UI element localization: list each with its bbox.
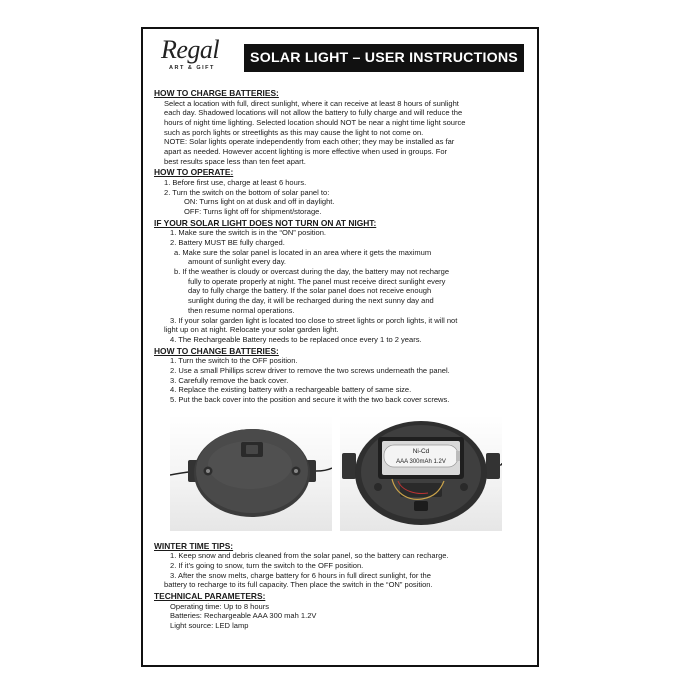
charge-line: such as porch lights or streetlights as this may cause the light to not come on. bbox=[164, 127, 424, 137]
charge-line: each day. Shadowed locations will not allow the battery to fully charge and will reduce the bbox=[164, 108, 463, 118]
logo-wordmark: Regal bbox=[161, 35, 220, 64]
operate-on-option: ON: Turns light on at dusk and off in daylight. bbox=[184, 197, 335, 207]
trouble-substep: b. If the weather is cloudy or overcast during the day, the battery may not recharge bbox=[174, 267, 450, 277]
trouble-substep: then resume normal operations. bbox=[188, 305, 295, 315]
winter-tip: 2. If it’s going to snow, turn the switch to the OFF position. bbox=[170, 560, 364, 570]
charge-line: Select a location with full, direct sunlight, where it can receive at least 8 hours of sunlight bbox=[164, 98, 459, 108]
solar-panel-back-photo bbox=[170, 415, 332, 531]
change-heading: HOW TO CHANGE BATTERIES: bbox=[154, 345, 279, 356]
regal-logo bbox=[157, 35, 227, 73]
trouble-step: 4. The Rechargeable Battery needs to be replaced once every 1 to 2 years. bbox=[170, 334, 422, 344]
operate-step: 2. Turn the switch on the bottom of solar panel to: bbox=[164, 187, 330, 197]
charge-heading: HOW TO CHARGE BATTERIES: bbox=[154, 88, 279, 98]
winter-tip: 3. After the snow melts, charge battery for 6 hours in full direct sunlight, for the bbox=[170, 570, 431, 580]
logo-tagline: ART & GIFT bbox=[169, 65, 215, 71]
winter-heading: WINTER TIME TIPS: bbox=[154, 540, 234, 551]
charge-line: hours of night time lighting. Selected location should NOT be near a night time light source bbox=[164, 117, 466, 127]
trouble-heading: IF YOUR SOLAR LIGHT DOES NOT TURN ON AT NIGHT: bbox=[154, 217, 377, 228]
battery-compartment-photo bbox=[340, 415, 502, 531]
trouble-step: 2. Battery MUST BE fully charged. bbox=[170, 237, 285, 247]
winter-tip: battery to recharge to its full capacity. Then place the switch in the “ON” position. bbox=[164, 580, 433, 590]
trouble-substep: day to fully charge the battery. If the solar panel does not receive enough bbox=[188, 286, 432, 296]
battery-chem-label: Ni-Cd bbox=[412, 447, 430, 455]
battery-spec-label: AAA 300mAh 1.2V bbox=[396, 458, 446, 465]
change-step: 1. Turn the switch to the OFF position. bbox=[170, 356, 298, 366]
trouble-substep: a. Make sure the solar panel is located in an area where it gets the maximum bbox=[174, 247, 432, 257]
tech-operating-time: Operating time: Up to 8 hours bbox=[170, 601, 269, 611]
winter-tip: 1. Keep snow and debris cleaned from the solar panel, so the battery can recharge. bbox=[170, 551, 449, 561]
trouble-step: 3. If your solar garden light is located too close to street lights or porch lights, it will not bbox=[170, 315, 458, 325]
charge-note-line: apart as needed. However accent lighting is more effective when used in groups. For bbox=[164, 147, 448, 157]
instructions-body bbox=[154, 87, 534, 631]
operate-heading: HOW TO OPERATE: bbox=[154, 167, 234, 178]
charge-note-line: NOTE: Solar lights operate independently from each other; they may be installed as far bbox=[164, 137, 455, 147]
instruction-sheet bbox=[141, 27, 539, 667]
operate-step: 1. Before first use, charge at least 6 hours. bbox=[164, 177, 307, 187]
charge-note-line: best results space less than ten feet apart. bbox=[164, 156, 306, 166]
trouble-step: 1. Make sure the switch is in the “ON” position. bbox=[170, 228, 327, 238]
page-title: SOLAR LIGHT – USER INSTRUCTIONS bbox=[244, 44, 524, 72]
battery-photos bbox=[154, 415, 534, 533]
trouble-substep: sunlight during the day, it will be recharged during the next sunny day and bbox=[188, 296, 434, 306]
change-step: 2. Use a small Phillips screw driver to remove the two screws underneath the panel. bbox=[170, 365, 450, 375]
trouble-substep: amount of sunlight every day. bbox=[188, 257, 287, 267]
tech-heading: TECHNICAL PARAMETERS: bbox=[154, 591, 266, 601]
operate-off-option: OFF: Turns light off for shipment/storage. bbox=[184, 207, 322, 217]
tech-batteries: Batteries: Rechargeable AAA 300 mah 1.2V bbox=[170, 611, 317, 621]
change-step: 4. Replace the existing battery with a rechargeable battery of same size. bbox=[170, 385, 412, 395]
tech-light-source: Light source: LED lamp bbox=[170, 620, 249, 630]
trouble-step: light up on at night. Relocate your solar garden light. bbox=[164, 325, 339, 335]
trouble-substep: fully to operate properly at night. The panel must receive direct sunlight every bbox=[188, 276, 446, 286]
change-step: 5. Put the back cover into the position and secure it with the two back cover screws. bbox=[170, 394, 450, 404]
change-step: 3. Carefully remove the back cover. bbox=[170, 375, 289, 385]
